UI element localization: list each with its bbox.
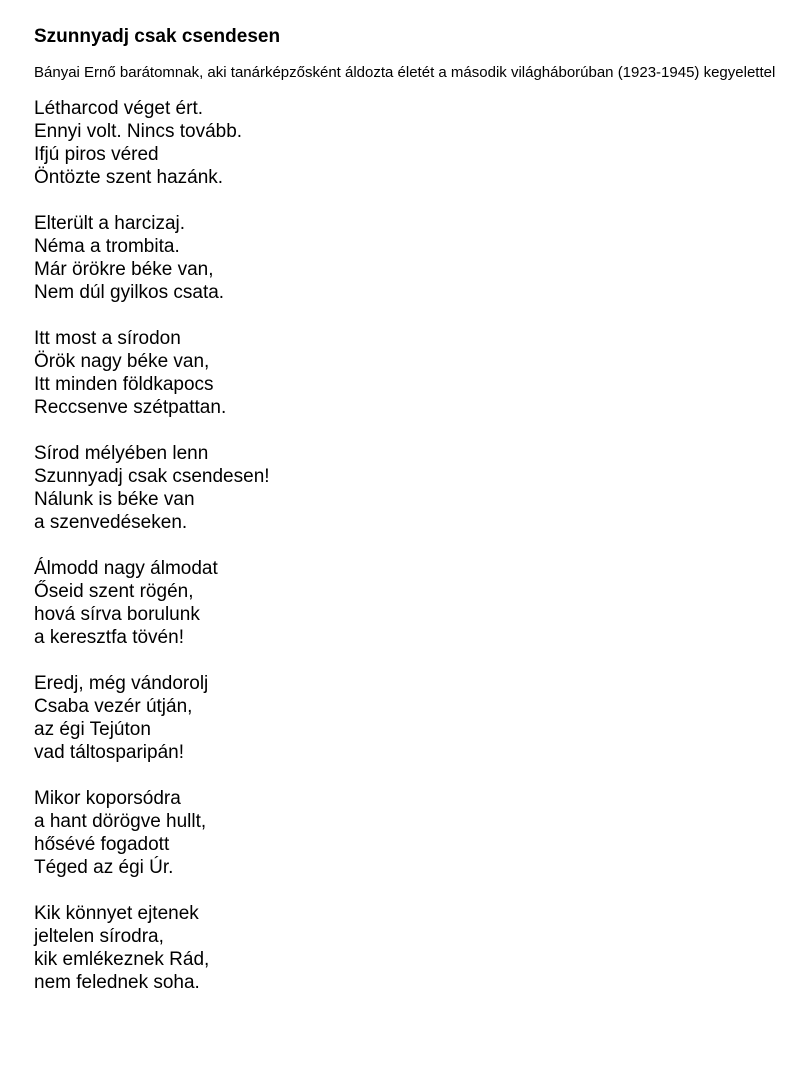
poem-line: vad táltosparipán!: [34, 742, 184, 763]
poem-line: Téged az égi Úr.: [34, 857, 174, 878]
poem-line: kik emlékeznek Rád,: [34, 949, 210, 970]
poem-line: Elterült a harcizaj.: [34, 213, 186, 234]
poem-line: Itt most a sírodon: [34, 328, 181, 349]
poem-line: Eredj, még vándorolj: [34, 673, 209, 694]
poem-line: Nálunk is béke van: [34, 489, 195, 510]
stanza: [34, 787, 784, 879]
stanza: [34, 97, 784, 189]
poem-line: az égi Tejúton: [34, 719, 151, 740]
poem-line: Mikor koporsódra: [34, 788, 181, 809]
stanza: [34, 557, 784, 649]
poem-line: Csaba vezér útján,: [34, 696, 193, 717]
poem-line: nem felednek soha.: [34, 972, 200, 993]
poem-line: Létharcod véget ért.: [34, 98, 203, 119]
poem-line: Ennyi volt. Nincs tovább.: [34, 121, 243, 142]
poem-line: Nem dúl gyilkos csata.: [34, 282, 225, 303]
poem-line: hová sírva borulunk: [34, 604, 200, 625]
stanza: [34, 442, 784, 534]
poem-line: Öntözte szent hazánk.: [34, 167, 224, 188]
poem-line: Álmodd nagy álmodat: [34, 558, 218, 579]
poem-line: a keresztfa tövén!: [34, 627, 184, 648]
stanza: [34, 902, 784, 994]
poem-line: Sírod mélyében lenn: [34, 443, 209, 464]
stanza: [34, 327, 784, 419]
document-page: [34, 24, 784, 1017]
poem-line: hősévé fogadott: [34, 834, 170, 855]
poem-line: jeltelen sírodra,: [34, 926, 164, 947]
stanza: [34, 212, 784, 304]
poem-title: Szunnyadj csak csendesen: [34, 26, 281, 47]
poem-line: Itt minden földkapocs: [34, 374, 214, 395]
poem-line: Szunnyadj csak csendesen!: [34, 466, 270, 487]
poem-line: Őseid szent rögén,: [34, 581, 194, 602]
stanza: [34, 672, 784, 764]
poem-line: a szenvedéseken.: [34, 512, 188, 533]
poem-line: Örök nagy béke van,: [34, 351, 210, 372]
poem-line: Már örökre béke van,: [34, 259, 214, 280]
poem-line: Reccsenve szétpattan.: [34, 397, 227, 418]
poem-line: Ifjú piros véred: [34, 144, 159, 165]
poem-dedication: Bányai Ernő barátomnak, aki tanárképzősként áldozta életét a második világháborúban (1923-1945) kegyelettel: [34, 64, 776, 81]
poem-line: Kik könnyet ejtenek: [34, 903, 199, 924]
poem-line: Néma a trombita.: [34, 236, 180, 257]
poem-line: a hant dörögve hullt,: [34, 811, 207, 832]
poem-body: [34, 97, 784, 994]
